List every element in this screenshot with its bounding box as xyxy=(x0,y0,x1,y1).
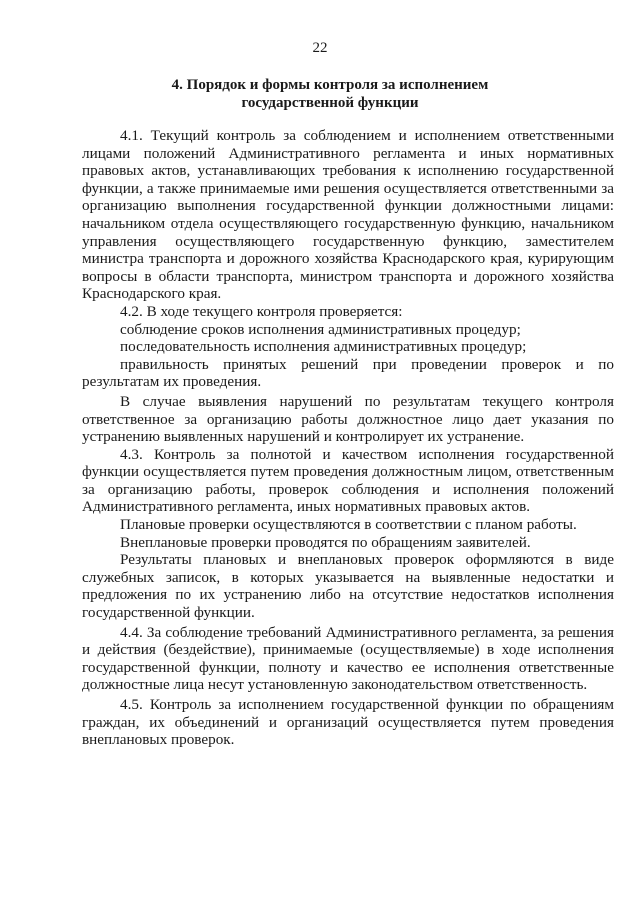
paragraph-4-4: 4.4. За соблюдение требований Административного регламента, за решения и действия (бездействие), принимаемые (осуществляемые) в ходе исполнения государственной функции, полноту и качество ее исполнения ответственные должностные лица несут установленную законодательством ответственность. xyxy=(82,623,614,694)
page-number: 22 xyxy=(312,40,328,56)
paragraph-planned-checks: Плановые проверки осуществляются в соответствии с планом работы. xyxy=(120,516,577,534)
paragraph-4-5: 4.5. Контроль за исполнением государственной функции по обращениям граждан, их объединений и организаций осуществляется путем проведения внеплановых проверок. xyxy=(82,696,614,749)
section-body xyxy=(82,127,614,749)
list-item-sequence: последовательность исполнения административных процедур; xyxy=(120,338,527,356)
paragraph-4-2: 4.2. В ходе текущего контроля проверяется: xyxy=(120,302,403,320)
paragraph-unplanned-checks: Внеплановые проверки проводятся по обращениям заявителей. xyxy=(120,533,531,551)
list-item-correctness: правильность принятых решений при проведении проверок и по результатам их проведения. xyxy=(82,355,614,391)
list-item-deadlines: соблюдение сроков исполнения административных процедур; xyxy=(120,320,521,338)
paragraph-violations: В случае выявления нарушений по результатам текущего контроля ответственное за организацию работы должностное лицо дает указания по устранению выявленных нарушений и контролирует их устранение. xyxy=(82,392,614,446)
paragraph-check-results: Результаты плановых и внеплановых проверок оформляются в виде служебных записок, в которых указывается на выявленные недостатки и предложения по их устранению либо на отсутствие недостатков исполнения государственной функции. xyxy=(82,551,614,622)
paragraph-4-1: 4.1. Текущий контроль за соблюдением и исполнением ответственными лицами положений Административного регламента и иных нормативных правовых актов, устанавливающих требования к исполнению государственной функции, а также принимаемые ими решения осуществляется ответственными за организацию выполнения государственной функции должностными лицами: начальником отдела осуществляющего государственную функцию, начальником управления осуществляющего государственную функцию, заместителем министра транспорта и дорожного хозяйства Краснодарского края, курирующим вопросы в области транспорта, министром транспорта и дорожного хозяйства Краснодарского края. xyxy=(82,127,614,303)
paragraph-4-3: 4.3. Контроль за полнотой и качеством исполнения государственной функции осуществляется путем проведения должностным лицом, ответственным за организацию работы, проверок соблюдения и исполнения положений Административного регламента, иных нормативных правовых актов. xyxy=(82,445,614,516)
section-heading: 4. Порядок и формы контроля за исполнением государственной функции xyxy=(171,77,489,111)
